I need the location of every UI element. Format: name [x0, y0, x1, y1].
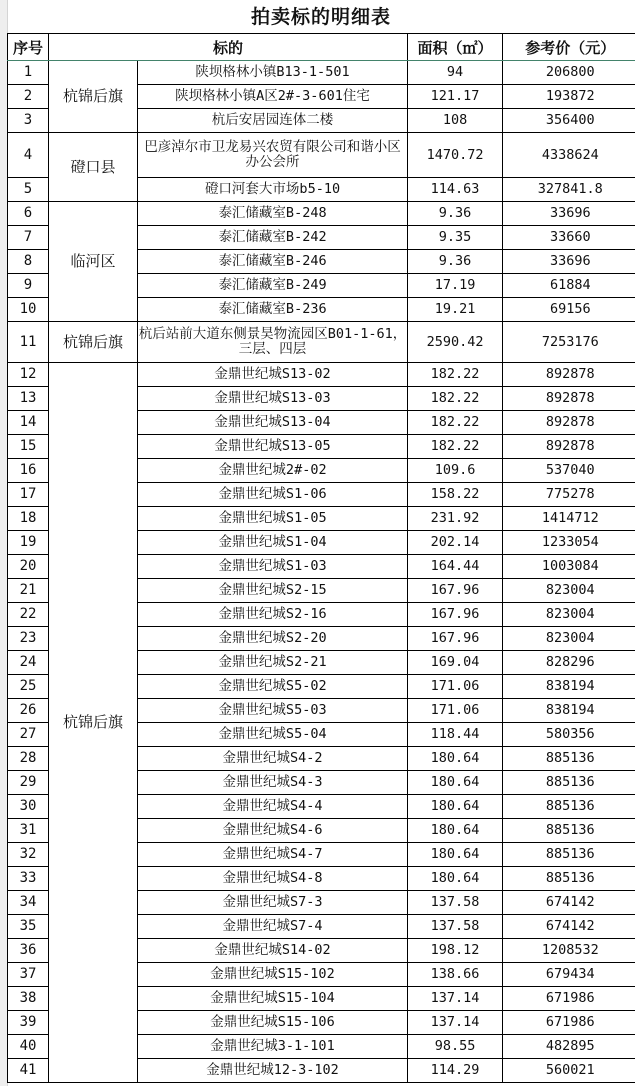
cell-seq[interactable]: 15	[8, 435, 49, 459]
cell-item[interactable]: 金鼎世纪城S4-2	[138, 747, 408, 771]
cell-seq[interactable]: 20	[8, 555, 49, 579]
cell-area[interactable]: 138.66	[408, 963, 503, 987]
cell-item[interactable]: 金鼎世纪城S4-3	[138, 771, 408, 795]
cell-price[interactable]: 1208532	[503, 939, 635, 963]
cell-seq[interactable]: 31	[8, 819, 49, 843]
cell-item[interactable]: 金鼎世纪城S1-04	[138, 531, 408, 555]
table-body	[8, 61, 635, 1083]
cell-area[interactable]: 137.14	[408, 1011, 503, 1035]
cell-area[interactable]: 169.04	[408, 651, 503, 675]
cell-seq[interactable]: 9	[8, 274, 49, 298]
cell-region[interactable]: 杭锦后旗	[49, 322, 138, 363]
header-area[interactable]: 面积（㎡）	[408, 34, 503, 61]
cell-seq[interactable]: 10	[8, 298, 49, 322]
cell-region[interactable]: 磴口县	[49, 133, 138, 202]
cell-item[interactable]: 金鼎世纪城S4-7	[138, 843, 408, 867]
cell-seq[interactable]: 38	[8, 987, 49, 1011]
cell-price[interactable]: 838194	[503, 699, 635, 723]
cell-seq[interactable]: 2	[8, 85, 49, 109]
cell-area[interactable]: 98.55	[408, 1035, 503, 1059]
cell-item[interactable]: 金鼎世纪城S4-6	[138, 819, 408, 843]
cell-seq[interactable]: 32	[8, 843, 49, 867]
cell-area[interactable]: 180.64	[408, 867, 503, 891]
cell-item[interactable]: 杭后站前大道东侧景昊物流园区B01-1-61，三层、四层	[138, 322, 408, 363]
cell-area[interactable]: 158.22	[408, 483, 503, 507]
cell-price[interactable]: 823004	[503, 627, 635, 651]
cell-seq[interactable]: 25	[8, 675, 49, 699]
cell-price[interactable]: 828296	[503, 651, 635, 675]
cell-price[interactable]: 674142	[503, 915, 635, 939]
table-row	[8, 61, 635, 85]
cell-seq[interactable]: 35	[8, 915, 49, 939]
cell-seq[interactable]: 1	[8, 61, 49, 85]
header-seq[interactable]: 序号	[8, 34, 49, 61]
auction-items-table	[7, 33, 635, 1083]
cell-price[interactable]: 823004	[503, 579, 635, 603]
cell-area[interactable]: 9.35	[408, 226, 503, 250]
cell-area[interactable]: 1470.72	[408, 133, 503, 178]
cell-price[interactable]: 674142	[503, 891, 635, 915]
cell-price[interactable]: 4338624	[503, 133, 635, 178]
cell-seq[interactable]: 22	[8, 603, 49, 627]
cell-item[interactable]: 金鼎世纪城2#-02	[138, 459, 408, 483]
header-row	[8, 34, 635, 61]
cell-item[interactable]: 金鼎世纪城S5-03	[138, 699, 408, 723]
cell-price[interactable]: 580356	[503, 723, 635, 747]
cell-item[interactable]: 金鼎世纪城S15-102	[138, 963, 408, 987]
cell-seq[interactable]: 11	[8, 322, 49, 363]
cell-item[interactable]: 杭后安居园连体二楼	[138, 109, 408, 133]
cell-area[interactable]: 171.06	[408, 699, 503, 723]
cell-item[interactable]: 金鼎世纪城S13-04	[138, 411, 408, 435]
cell-area[interactable]: 180.64	[408, 747, 503, 771]
cell-item[interactable]: 陕坝格林小镇B13-1-501	[138, 61, 408, 85]
cell-item[interactable]: 泰汇储藏室B-242	[138, 226, 408, 250]
header-item[interactable]: 标的	[49, 34, 408, 61]
cell-item[interactable]: 金鼎世纪城12-3-102	[138, 1059, 408, 1083]
cell-area[interactable]: 180.64	[408, 795, 503, 819]
cell-item[interactable]: 泰汇储藏室B-246	[138, 250, 408, 274]
cell-area[interactable]: 180.64	[408, 771, 503, 795]
cell-seq[interactable]: 40	[8, 1035, 49, 1059]
cell-item[interactable]: 金鼎世纪城S5-02	[138, 675, 408, 699]
cell-price[interactable]: 838194	[503, 675, 635, 699]
cell-item[interactable]: 金鼎世纪城S1-06	[138, 483, 408, 507]
cell-price[interactable]: 892878	[503, 387, 635, 411]
cell-price[interactable]: 356400	[503, 109, 635, 133]
cell-seq[interactable]: 14	[8, 411, 49, 435]
cell-area[interactable]: 231.92	[408, 507, 503, 531]
cell-item[interactable]: 磴口河套大市场b5-10	[138, 178, 408, 202]
cell-area[interactable]: 167.96	[408, 579, 503, 603]
cell-price[interactable]: 671986	[503, 1011, 635, 1035]
cell-seq[interactable]: 6	[8, 202, 49, 226]
cell-seq[interactable]: 17	[8, 483, 49, 507]
cell-seq[interactable]: 27	[8, 723, 49, 747]
cell-price[interactable]: 33660	[503, 226, 635, 250]
cell-price[interactable]: 33696	[503, 202, 635, 226]
cell-item[interactable]: 金鼎世纪城3-1-101	[138, 1035, 408, 1059]
cell-area[interactable]: 182.22	[408, 435, 503, 459]
cell-seq[interactable]: 13	[8, 387, 49, 411]
cell-price[interactable]: 885136	[503, 795, 635, 819]
cell-area[interactable]: 121.17	[408, 85, 503, 109]
cell-seq[interactable]: 37	[8, 963, 49, 987]
header-price[interactable]: 参考价（元）	[503, 34, 635, 61]
cell-area[interactable]: 137.14	[408, 987, 503, 1011]
cell-seq[interactable]: 36	[8, 939, 49, 963]
cell-price[interactable]: 892878	[503, 435, 635, 459]
cell-area[interactable]: 171.06	[408, 675, 503, 699]
cell-seq[interactable]: 7	[8, 226, 49, 250]
cell-seq[interactable]: 16	[8, 459, 49, 483]
cell-item[interactable]: 金鼎世纪城S4-8	[138, 867, 408, 891]
cell-seq[interactable]: 26	[8, 699, 49, 723]
cell-seq[interactable]: 18	[8, 507, 49, 531]
cell-price[interactable]: 327841.8	[503, 178, 635, 202]
cell-seq[interactable]: 19	[8, 531, 49, 555]
cell-seq[interactable]: 12	[8, 363, 49, 387]
cell-seq[interactable]: 39	[8, 1011, 49, 1035]
cell-seq[interactable]: 24	[8, 651, 49, 675]
cell-seq[interactable]: 4	[8, 133, 49, 178]
cell-seq[interactable]: 8	[8, 250, 49, 274]
cell-seq[interactable]: 33	[8, 867, 49, 891]
cell-area[interactable]: 114.29	[408, 1059, 503, 1083]
cell-price[interactable]: 885136	[503, 843, 635, 867]
cell-item[interactable]: 金鼎世纪城S13-05	[138, 435, 408, 459]
cell-item[interactable]: 巴彦淖尔市卫龙易兴农贸有限公司和谐小区办公会所	[138, 133, 408, 178]
cell-seq[interactable]: 21	[8, 579, 49, 603]
cell-price[interactable]: 537040	[503, 459, 635, 483]
cell-region[interactable]: 杭锦后旗	[49, 363, 138, 1083]
cell-area[interactable]: 137.58	[408, 891, 503, 915]
cell-price[interactable]: 1414712	[503, 507, 635, 531]
cell-item[interactable]: 金鼎世纪城S2-21	[138, 651, 408, 675]
cell-area[interactable]: 164.44	[408, 555, 503, 579]
cell-item[interactable]: 金鼎世纪城S15-106	[138, 1011, 408, 1035]
table-row	[8, 363, 635, 387]
cell-area[interactable]: 182.22	[408, 363, 503, 387]
cell-item[interactable]: 金鼎世纪城S1-05	[138, 507, 408, 531]
cell-area[interactable]: 118.44	[408, 723, 503, 747]
cell-price[interactable]: 193872	[503, 85, 635, 109]
cell-area[interactable]: 198.12	[408, 939, 503, 963]
cell-item[interactable]: 金鼎世纪城S7-3	[138, 891, 408, 915]
cell-item[interactable]: 金鼎世纪城S13-03	[138, 387, 408, 411]
cell-price[interactable]: 1233054	[503, 531, 635, 555]
cell-area[interactable]: 167.96	[408, 627, 503, 651]
cell-price[interactable]: 206800	[503, 61, 635, 85]
cell-area[interactable]: 94	[408, 61, 503, 85]
cell-item[interactable]: 泰汇储藏室B-248	[138, 202, 408, 226]
cell-region[interactable]: 杭锦后旗	[49, 61, 138, 133]
cell-area[interactable]: 137.58	[408, 915, 503, 939]
cell-price[interactable]: 892878	[503, 411, 635, 435]
cell-item[interactable]: 金鼎世纪城S2-20	[138, 627, 408, 651]
cell-item[interactable]: 金鼎世纪城S2-16	[138, 603, 408, 627]
cell-price[interactable]: 671986	[503, 987, 635, 1011]
cell-seq[interactable]: 5	[8, 178, 49, 202]
cell-price[interactable]: 823004	[503, 603, 635, 627]
cell-price[interactable]: 885136	[503, 819, 635, 843]
cell-seq[interactable]: 29	[8, 771, 49, 795]
cell-seq[interactable]: 28	[8, 747, 49, 771]
cell-item[interactable]: 金鼎世纪城S5-04	[138, 723, 408, 747]
cell-item[interactable]: 泰汇储藏室B-249	[138, 274, 408, 298]
cell-area[interactable]: 2590.42	[408, 322, 503, 363]
cell-area[interactable]: 9.36	[408, 202, 503, 226]
cell-item[interactable]: 陕坝格林小镇A区2#-3-601住宅	[138, 85, 408, 109]
cell-area[interactable]: 109.6	[408, 459, 503, 483]
cell-price[interactable]: 1003084	[503, 555, 635, 579]
cell-item[interactable]: 金鼎世纪城S14-02	[138, 939, 408, 963]
table-row	[8, 202, 635, 226]
cell-seq[interactable]: 30	[8, 795, 49, 819]
cell-area[interactable]: 9.36	[408, 250, 503, 274]
cell-item[interactable]: 金鼎世纪城S1-03	[138, 555, 408, 579]
cell-area[interactable]: 17.19	[408, 274, 503, 298]
cell-price[interactable]: 885136	[503, 771, 635, 795]
cell-seq[interactable]: 3	[8, 109, 49, 133]
cell-price[interactable]: 560021	[503, 1059, 635, 1083]
cell-seq[interactable]: 41	[8, 1059, 49, 1083]
cell-price[interactable]: 33696	[503, 250, 635, 274]
cell-price[interactable]: 885136	[503, 867, 635, 891]
cell-area[interactable]: 108	[408, 109, 503, 133]
cell-item[interactable]: 金鼎世纪城S15-104	[138, 987, 408, 1011]
cell-item[interactable]: 泰汇储藏室B-236	[138, 298, 408, 322]
cell-area[interactable]: 167.96	[408, 603, 503, 627]
cell-price[interactable]: 679434	[503, 963, 635, 987]
cell-item[interactable]: 金鼎世纪城S7-4	[138, 915, 408, 939]
cell-price[interactable]: 61884	[503, 274, 635, 298]
table-row	[8, 322, 635, 363]
cell-area[interactable]: 182.22	[408, 411, 503, 435]
cell-item[interactable]: 金鼎世纪城S2-15	[138, 579, 408, 603]
cell-area[interactable]: 19.21	[408, 298, 503, 322]
table-row	[8, 133, 635, 178]
cell-price[interactable]: 885136	[503, 747, 635, 771]
cell-price[interactable]: 892878	[503, 363, 635, 387]
cell-area[interactable]: 202.14	[408, 531, 503, 555]
cell-area[interactable]: 114.63	[408, 178, 503, 202]
document-title: 拍卖标的明细表	[250, 6, 391, 28]
cell-item[interactable]: 金鼎世纪城S4-4	[138, 795, 408, 819]
cell-price[interactable]: 482895	[503, 1035, 635, 1059]
cell-seq[interactable]: 34	[8, 891, 49, 915]
cell-item[interactable]: 金鼎世纪城S13-02	[138, 363, 408, 387]
cell-area[interactable]: 180.64	[408, 819, 503, 843]
cell-price[interactable]: 69156	[503, 298, 635, 322]
cell-price[interactable]: 775278	[503, 483, 635, 507]
cell-area[interactable]: 180.64	[408, 843, 503, 867]
cell-region[interactable]: 临河区	[49, 202, 138, 322]
cell-seq[interactable]: 23	[8, 627, 49, 651]
cell-area[interactable]: 182.22	[408, 387, 503, 411]
cell-price[interactable]: 7253176	[503, 322, 635, 363]
